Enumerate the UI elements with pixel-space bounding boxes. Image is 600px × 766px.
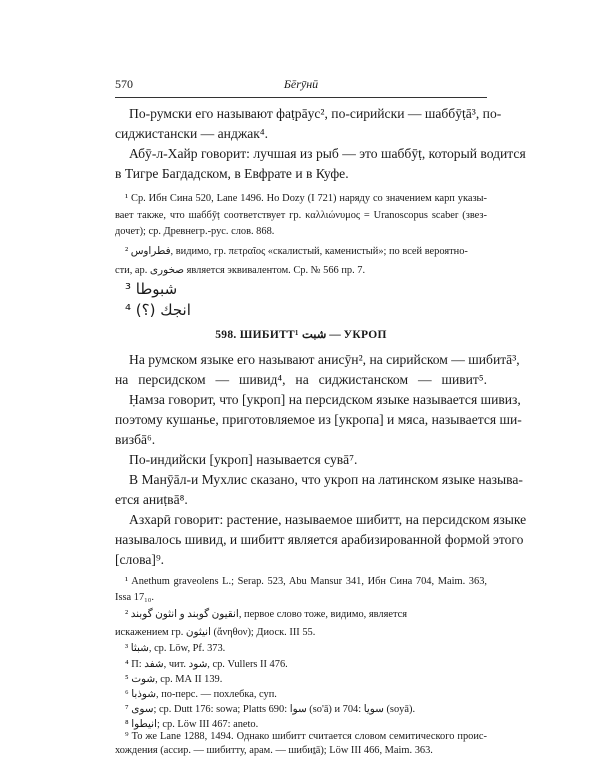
footnote-line: искажением гр. انیثون (ἄνηθον); Диоск. III 55.: [115, 627, 316, 638]
text-line: визбā⁶.: [115, 432, 156, 447]
footnote-line: ⁹ То же Lane 1288, 1494. Однако шибитт считается словом семитического проис-: [125, 731, 487, 742]
text-line: Абӯ-л-Хайр говорит: лучшая из рыб — это шаббӯṭ, который водится: [129, 146, 526, 161]
text-line: ется аниṭвā⁸.: [115, 492, 188, 507]
text-line: в Тигре Багдадском, в Евфрате и в Куфе.: [115, 166, 349, 181]
footnote-line: ¹ Anethum graveolens L.; Serap. 523, Abu Mansur 341, Ибн Сина 704, Maim. 363,: [125, 576, 487, 587]
footnote-line: ² فطراوس, видимо, гр. πετραῖος «скалистый, каменистый»; по всей вероятно-: [125, 246, 468, 257]
footnote-line: ⁸ انیطوا; ср. Löw III 467: aneto.: [125, 719, 259, 730]
text-line: По-индийски [укроп] называется сувā⁷.: [129, 452, 358, 467]
footnote-line: сти, ар. صخوری является эквивалентом. Ср. № 566 пр. 7.: [115, 265, 366, 276]
running-header: [115, 77, 487, 95]
text-line: называлось шивид, и шибитт является арабизированной формой этого: [115, 532, 524, 547]
footnote-line: ¹ Ср. Ибн Сина 520, Lane 1496. Ho Dozy (I 721) наряду со значением карп указы-: [125, 193, 487, 204]
entry-heading: 598. ШИБИТТ¹ شبت — УКРОП: [215, 329, 387, 341]
text-line: Азхарӣ говорит: растение, называемое шибитт, на персидском языке: [129, 512, 527, 527]
text-line: В Манӯāл-и Мухлис сказано, что укроп на латинском языке называ-: [129, 472, 523, 487]
text-line: на персидском — шивид⁴, на сиджистанском — шивит⁵.: [115, 372, 487, 387]
footnote-line: хождения (ассир. — шибитту, арам. — шибиṯā); Löw III 466, Maim. 363.: [115, 745, 433, 756]
footnote-line: ³ شبوطا: [125, 280, 178, 298]
footnote-line: вает также, что шаббӯṭ соответствует гр. καλλιώνυμος = Uranoscopus scaber (звез-: [115, 210, 487, 221]
page-number: 570: [115, 77, 133, 91]
text-line: поэтому кушанье, приготовляемое из [укропа] и мяса, называется ши-: [115, 412, 522, 427]
text-line: Ḥамза говорит, что [укроп] на персидском языке называется шивиз,: [129, 392, 521, 407]
footnote-line: ² انقیون گوبند و انثون گوبند, первое слово тоже, видимо, является: [125, 609, 408, 620]
footnote-line: Issa 17₁₀.: [115, 592, 154, 603]
text-line: На румском языке его называют анисӯн², на сирийском — шибитā³,: [129, 352, 520, 367]
text-line: По-румски его называют фаṭрāус², по-сирийски — шаббӯṭā³, по-: [129, 106, 502, 121]
text-line: [слова]⁹.: [115, 552, 165, 567]
footnote-line: ³ شبثا, ср. Löw, Pf. 373.: [125, 643, 226, 654]
footnote-line: дочет); ср. Древнегр.-рус. слов. 868.: [115, 226, 275, 237]
running-title: Бērӯнӣ: [283, 77, 319, 91]
footnote-line: ⁷ سوی; ср. Dutt 176: sowa; Platts 690: سوا (so'ā) и 704: سویا (soyā).: [125, 704, 416, 715]
text-line: сиджистански — анджак⁴.: [115, 126, 269, 141]
footnote-line: ⁴ П: شفد, чит. شود, ср. Vullers II 476.: [125, 659, 288, 670]
footnote-line: ⁵ شوت, ср. МА II 139.: [125, 674, 223, 685]
footnote-line: ⁴ انجك (؟): [125, 301, 191, 319]
header-rule: [115, 97, 487, 98]
footnote-line: ⁶ شوذبا, по-перс. — похлебка, суп.: [125, 689, 277, 700]
